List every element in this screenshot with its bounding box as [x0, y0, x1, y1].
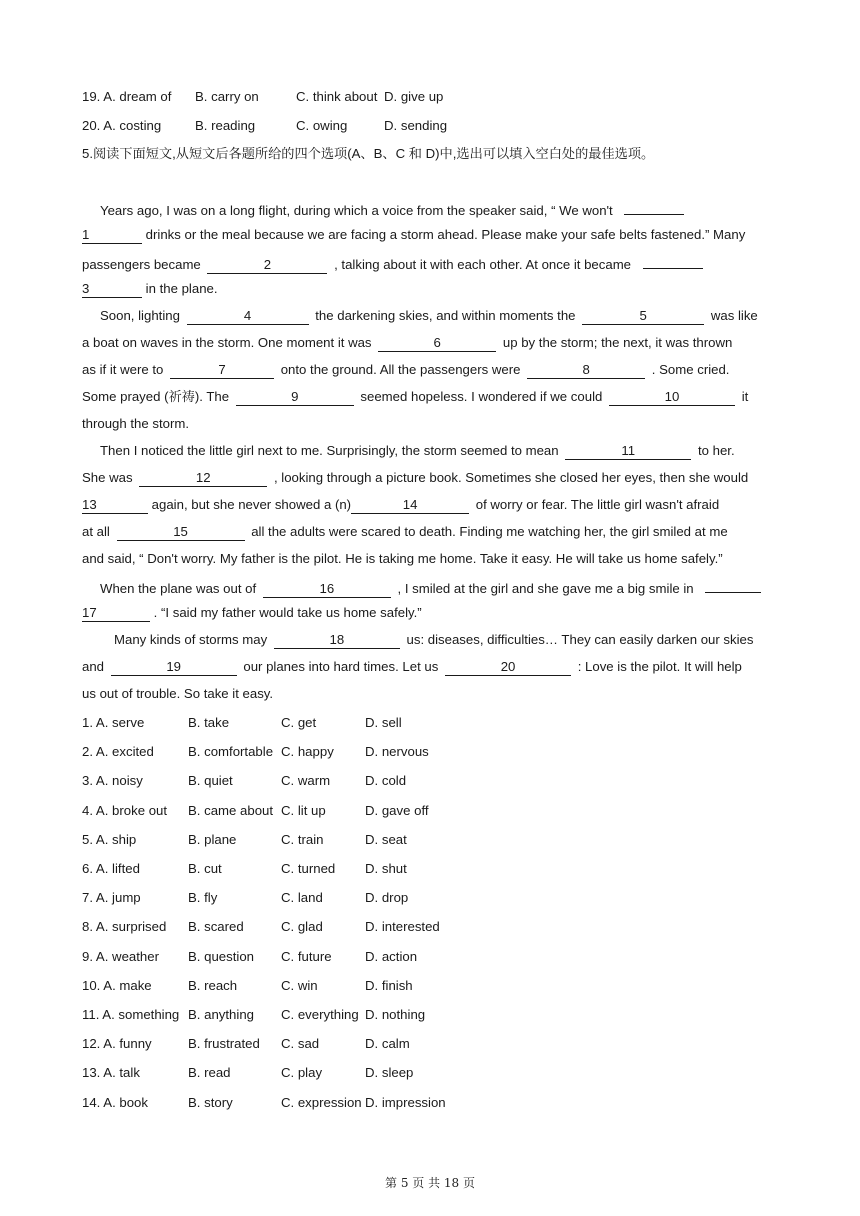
- option-b[interactable]: B. fly: [188, 890, 218, 906]
- option-b[interactable]: B. cut: [188, 861, 222, 876]
- option-b[interactable]: B. scared: [188, 919, 244, 935]
- passage-line: [82, 495, 719, 515]
- option-b[interactable]: B. came about: [188, 802, 274, 818]
- option-d[interactable]: D. finish: [365, 977, 413, 993]
- passage-text: onto the ground. All the passengers were: [280, 362, 521, 377]
- option-a[interactable]: 2. A. excited: [82, 744, 154, 760]
- option-a: 19. A. dream of: [82, 89, 172, 104]
- option-c[interactable]: C. future: [281, 948, 332, 964]
- option-b: B. carry on: [195, 89, 259, 104]
- blank-17-start: [705, 576, 761, 593]
- option-a[interactable]: 8. A. surprised: [82, 919, 167, 935]
- option-a[interactable]: 3. A. noisy: [82, 773, 143, 789]
- passage-text: When the plane was out of: [100, 581, 257, 596]
- option-d[interactable]: D. impression: [365, 1094, 446, 1110]
- passage-line: us out of trouble. So take it easy.: [82, 686, 274, 701]
- blank-1-start: [624, 198, 684, 215]
- option-d[interactable]: D. sell: [365, 715, 402, 730]
- option-a[interactable]: 4. A. broke out: [82, 802, 168, 818]
- option-d[interactable]: D. sleep: [365, 1065, 414, 1081]
- passage-line: [82, 603, 422, 623]
- passage-text: at all: [82, 524, 110, 539]
- option-c[interactable]: C. lit up: [281, 802, 326, 818]
- blank-12[interactable]: 12: [139, 470, 267, 487]
- passage-text: She was: [82, 470, 133, 485]
- option-c[interactable]: C. win: [281, 977, 318, 993]
- option-c[interactable]: C. glad: [281, 919, 323, 935]
- passage-text: of worry or fear. The little girl wasn't afraid: [475, 497, 720, 512]
- passage-text: in the plane.: [145, 281, 218, 296]
- option-a[interactable]: 11. A. something: [82, 1007, 180, 1022]
- option-c[interactable]: C. land: [281, 890, 323, 906]
- passage-text: up by the storm; the next, it was thrown: [502, 335, 733, 350]
- option-a[interactable]: 1. A. serve: [82, 715, 145, 730]
- option-d[interactable]: D. shut: [365, 861, 407, 876]
- passage-text: all the adults were scared to death. Finding me watching her, the girl smiled at me: [251, 524, 728, 539]
- passage-text: , looking through a picture book. Sometimes she closed her eyes, then she would: [273, 470, 749, 485]
- blank-3[interactable]: 3: [82, 281, 142, 298]
- option-c[interactable]: C. turned: [281, 861, 336, 876]
- passage-line: [82, 279, 218, 299]
- passage-text: , talking about it with each other. At once it became: [334, 257, 632, 272]
- passage-text: as if it were to: [82, 362, 164, 377]
- passage-line: [82, 657, 742, 677]
- blank-20[interactable]: 20: [445, 659, 571, 676]
- option-b[interactable]: B. frustrated: [188, 1036, 260, 1052]
- blank-15[interactable]: 15: [117, 524, 245, 541]
- blank-4[interactable]: 4: [187, 308, 309, 325]
- option-b[interactable]: B. take: [188, 715, 230, 730]
- blank-13[interactable]: 13: [82, 497, 148, 514]
- passage-line: [100, 576, 761, 596]
- passage-text: Some prayed (祈祷). The: [82, 389, 230, 404]
- blank-6[interactable]: 6: [378, 335, 496, 352]
- option-d[interactable]: D. calm: [365, 1036, 410, 1052]
- option-d: D. sending: [384, 118, 448, 133]
- option-d[interactable]: D. cold: [365, 773, 407, 789]
- blank-7[interactable]: 7: [170, 362, 274, 379]
- option-a[interactable]: 10. A. make: [82, 977, 152, 993]
- blank-18[interactable]: 18: [274, 632, 400, 649]
- passage-text: and: [82, 659, 105, 674]
- option-c[interactable]: C. everything: [281, 1007, 359, 1022]
- passage-text: Soon, lighting: [100, 308, 180, 323]
- passage-text: again, but she never showed a (n): [151, 497, 352, 512]
- passage-text: us: diseases, difficulties… They can easily darken our skies: [406, 632, 754, 647]
- page-footer: 第 5 页 共 18 页: [385, 1176, 475, 1190]
- blank-1[interactable]: 1: [82, 227, 142, 244]
- blank-19[interactable]: 19: [111, 659, 237, 676]
- passage-line: [100, 198, 684, 218]
- option-d[interactable]: D. nervous: [365, 744, 429, 760]
- option-d[interactable]: D. drop: [365, 890, 409, 906]
- passage-line: [82, 333, 732, 353]
- option-a[interactable]: 6. A. lifted: [82, 861, 140, 876]
- passage-text: Many kinds of storms may: [114, 632, 268, 647]
- option-c[interactable]: C. warm: [281, 773, 331, 789]
- passage-line: [100, 441, 735, 461]
- passage-text: . “I said my father would take us home safely.”: [153, 605, 422, 620]
- option-b[interactable]: B. quiet: [188, 773, 233, 789]
- passage-line: [82, 360, 729, 380]
- passage-text: Then I noticed the little girl next to me. Surprisingly, the storm seemed to mean: [100, 443, 559, 458]
- section-heading: 5.阅读下面短文,从短文后各题所给的四个选项(A、B、C 和 D)中,选出可以填入空白处的最佳选项。: [82, 146, 655, 161]
- option-a[interactable]: 7. A. jump: [82, 890, 141, 906]
- option-b[interactable]: B. read: [188, 1065, 231, 1081]
- option-d[interactable]: D. nothing: [365, 1007, 426, 1022]
- passage-text: drinks or the meal because we are facing a storm ahead. Please make your safe belts fastened.” Many: [145, 227, 746, 242]
- option-c: C. owing: [296, 118, 348, 133]
- option-a: 20. A. costing: [82, 118, 162, 133]
- option-a[interactable]: 9. A. weather: [82, 948, 159, 964]
- blank-2[interactable]: 2: [207, 257, 327, 274]
- passage-line: [82, 522, 728, 542]
- option-d[interactable]: D. gave off: [365, 802, 429, 818]
- passage-text: a boat on waves in the storm. One moment it was: [82, 335, 372, 350]
- option-a[interactable]: 13. A. talk: [82, 1065, 140, 1081]
- passage-text: it: [741, 389, 749, 404]
- passage-line: [82, 387, 748, 407]
- option-b[interactable]: B. anything: [188, 1007, 254, 1022]
- option-c[interactable]: C. happy: [281, 744, 334, 760]
- passage-line: through the storm.: [82, 416, 190, 431]
- blank-16[interactable]: 16: [263, 581, 391, 598]
- option-a[interactable]: 14. A. book: [82, 1094, 148, 1110]
- option-b[interactable]: B. plane: [188, 831, 237, 847]
- blank-3-start: [643, 252, 703, 269]
- passage-text: , I smiled at the girl and she gave me a big smile in: [397, 581, 694, 596]
- passage-text: was like: [710, 308, 758, 323]
- passage-line: and said, “ Don't worry. My father is the pilot. He is taking me home. Take it easy. He will take us home safely.”: [82, 551, 723, 566]
- blank-8[interactable]: 8: [527, 362, 645, 379]
- blank-11[interactable]: 11: [565, 443, 691, 460]
- blank-14[interactable]: 14: [351, 497, 469, 514]
- option-b: B. reading: [195, 118, 256, 133]
- passage-text: passengers became: [82, 257, 201, 272]
- passage-line: [82, 225, 745, 245]
- option-c[interactable]: C. play: [281, 1065, 323, 1081]
- option-b[interactable]: B. reach: [188, 977, 238, 993]
- passage-line: [100, 306, 758, 326]
- passage-text: seemed hopeless. I wondered if we could: [360, 389, 603, 404]
- option-b[interactable]: B. question: [188, 948, 254, 964]
- option-c: C. think about: [296, 89, 378, 104]
- option-c[interactable]: C. sad: [281, 1036, 320, 1052]
- option-d[interactable]: D. action: [365, 948, 418, 964]
- option-c[interactable]: C. expression: [281, 1094, 362, 1110]
- passage-text: . Some cried.: [651, 362, 730, 377]
- blank-10[interactable]: 10: [609, 389, 735, 406]
- option-d[interactable]: D. interested: [365, 919, 440, 935]
- passage-line: [82, 468, 748, 488]
- passage-text: to her.: [697, 443, 735, 458]
- passage-text: : Love is the pilot. It will help: [577, 659, 742, 674]
- passage-text: the darkening skies, and within moments the: [315, 308, 576, 323]
- option-a[interactable]: 12. A. funny: [82, 1036, 152, 1052]
- passage-line: [82, 252, 703, 272]
- blank-5[interactable]: 5: [582, 308, 704, 325]
- option-c[interactable]: C. get: [281, 715, 317, 730]
- option-b[interactable]: B. comfortable: [188, 744, 274, 760]
- option-d[interactable]: D. seat: [365, 831, 407, 847]
- passage-line: [114, 630, 753, 650]
- blank-9[interactable]: 9: [236, 389, 354, 406]
- option-b[interactable]: B. story: [188, 1094, 233, 1110]
- option-d: D. give up: [384, 89, 444, 104]
- passage-text: our planes into hard times. Let us: [243, 659, 439, 674]
- option-c[interactable]: C. train: [281, 831, 324, 847]
- option-a[interactable]: 5. A. ship: [82, 831, 137, 847]
- blank-17[interactable]: 17: [82, 605, 150, 622]
- passage-text: Years ago, I was on a long flight, during which a voice from the speaker said, “ We won't: [100, 203, 613, 218]
